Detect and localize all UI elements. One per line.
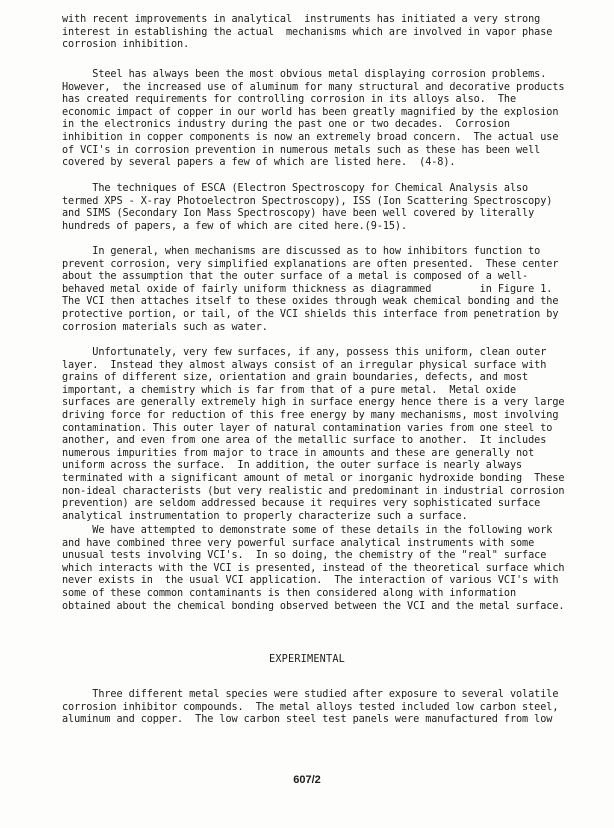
paragraph-surfaces: Unfortunately, very few surfaces, if any, possess this uniform, clean outer layer. Instead they almost always consist of an irregular physical surface with grains of different size, orientation and grain boundaries, defects, and most important, a chemistry which is far from that of a pure metal. Metal oxide surfaces are generally extremely high in surface energy hence there is a very large driving force for reduction of this free energy by many mechanisms, most involving contamination. This outer layer of natural contamination varies from one steel to another, and even from one area of the metallic surface to another. It includes numerous impurities from major to trace in amounts and these are generally not uniform across the surface. In addition, the outer surface is nearly always terminated with a significant amount of metal or inorganic hydroxide bonding These non-ideal characterists (but very realistic and predominant in industrial corrosion prevention) are seldom addressed because it requires very sophisticated surface analytical instrumentation to properly characterize such a surface. [62,347,565,522]
paragraph-experimental: Three different metal species were studied after exposure to several volatile corrosion inhibitor compounds. The metal alloys tested included low carbon steel, aluminum and copper. The low carbon steel test panels were manufactured from low [62,689,559,726]
section-heading-experimental: EXPERIMENTAL [268,654,345,665]
paragraph-mechanisms: In general, when mechanisms are discussed as to how inhibitors function to prevent corrosion, very simplified explanations are often presented. These center about the assumption that the outer surface of a metal is composed of a well- behaved metal oxide of fairly uniform thickness as diagrammed in Figure 1. The VCI then attaches itself to these oxides through weak chemical bonding and the protective portion, or tail, of the VCI shields this interface from penetration by corrosion materials such as water. [62,246,559,333]
page-number: 607/2 [293,774,321,786]
paragraph-techniques: The techniques of ESCA (Electron Spectroscopy for Chemical Analysis also termed XPS - X-ray Photoelectron Spectroscopy), ISS (Ion Scattering Spectroscopy) and SIMS (Secondary Ion Mass Spectroscopy) have been well covered by literally hundreds of papers, a few of which are cited here.(9-15). [62,183,553,232]
paragraph-approach: We have attempted to demonstrate some of these details in the following work and have combined three very powerful surface analytical instruments with some unusual tests involving VCI's. In so doing, the chemistry of the "real" surface which interacts with the VCI is presented, instead of the theoretical surface which never exists in the usual VCI application. The interaction of various VCI's with some of these common contaminants is then considered along with information obtained about the chemical bonding observed between the VCI and the metal surface. [62,525,565,612]
paragraph-intro-continuation: with recent improvements in analytical instruments has initiated a very strong interest in establishing the actual mechanisms which are involved in vapor phase corrosion inhibition. [62,14,553,51]
paragraph-metals: Steel has always been the most obvious metal displaying corrosion problems. However, the increased use of aluminum for many structural and decorative products has created requirements for controlling corrosion in its alloys also. The economic impact of copper in our world has been greatly magnified by the explosion in the electronics industry during the past one or two decades. Corrosion inhibition in copper components is now an extremely broad concern. The actual use of VCI's in corrosion prevention in numerous metals such as these has been well covered by several papers a few of which are listed here. (4-8). [62,69,565,169]
